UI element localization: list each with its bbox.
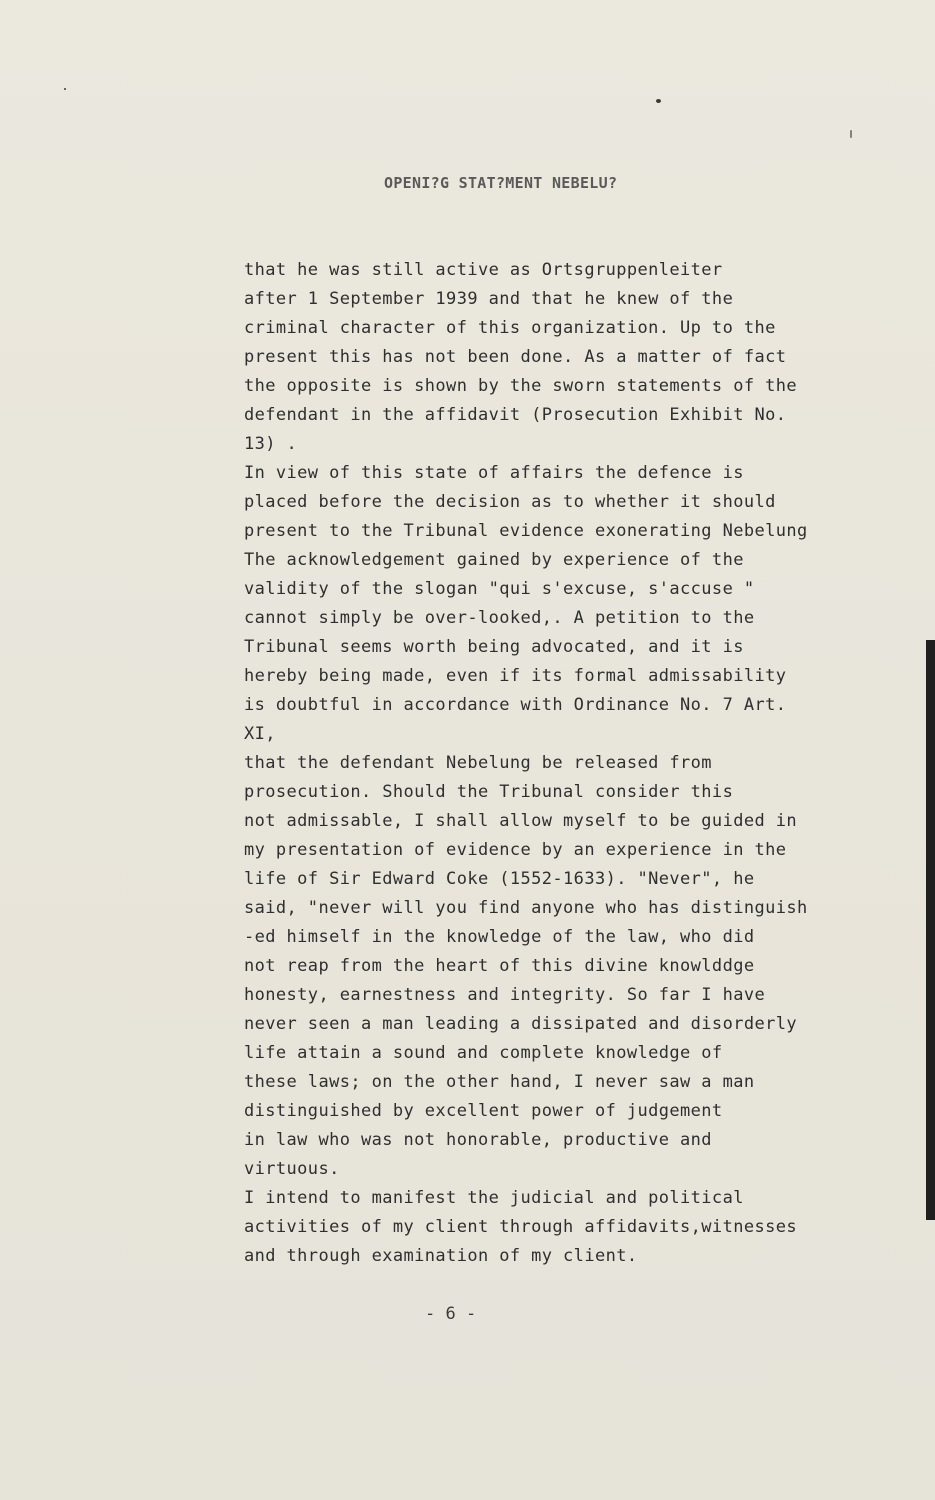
ink-speck [64,88,66,90]
text-line: that the defendant Nebelung be released from [244,753,712,773]
text-line: present this has not been done. As a matter of fact [244,347,787,367]
text-line: -ed himself in the knowledge of the law, who did [244,927,755,947]
text-line: cannot simply be over-looked,. A petition to the [244,608,755,628]
text-line: the opposite is shown by the sworn statements of the [244,376,798,396]
document-body [244,256,884,1271]
text-line: after 1 September 1939 and that he knew of the [244,289,734,309]
text-line: these laws; on the other hand, I never saw a man [244,1072,755,1092]
text-line: virtuous. [244,1159,340,1179]
text-line: I intend to manifest the judicial and political [244,1188,744,1208]
page-edge-shadow [926,640,935,1220]
text-line: not reap from the heart of this divine knowlddge [244,956,755,976]
text-line: and through examination of my client. [244,1246,638,1266]
text-line: activities of my client through affidavits,witnesses [244,1217,798,1237]
text-line: that he was still active as Ortsgruppenleiter [244,260,723,280]
text-line: hereby being made, even if its formal admissability [244,666,787,686]
text-line: 13) . [244,434,298,454]
document-title: OPENI?G STAT?MENT NEBELU? [384,174,618,192]
ink-speck [656,99,661,103]
ink-speck [850,130,852,138]
text-line: not admissable, I shall allow myself to be guided in [244,811,798,831]
page-number: - 6 - [425,1304,477,1324]
text-line: in law who was not honorable, productive and [244,1130,712,1150]
text-line: honesty, earnestness and integrity. So far I have [244,985,766,1005]
text-line: distinguished by excellent power of judgement [244,1101,723,1121]
text-line: The acknowledgement gained by experience of the [244,550,744,570]
text-line: life of Sir Edward Coke (1552-1633). "Never", he [244,869,755,889]
text-line: Tribunal seems worth being advocated, and it is [244,637,744,657]
text-line: present to the Tribunal evidence exonerating Nebelung [244,521,808,541]
text-line: never seen a man leading a dissipated and disorderly [244,1014,798,1034]
text-line: life attain a sound and complete knowledge of [244,1043,723,1063]
text-line: defendant in the affidavit (Prosecution Exhibit No. [244,405,787,425]
text-line: In view of this state of affairs the defence is [244,463,744,483]
text-line: is doubtful in accordance with Ordinance No. 7 Art. [244,695,787,715]
text-line: criminal character of this organization. Up to the [244,318,776,338]
text-line: said, "never will you find anyone who has distinguish [244,898,808,918]
text-line: validity of the slogan "qui s'excuse, s'accuse " [244,579,755,599]
text-line: prosecution. Should the Tribunal consider this [244,782,734,802]
text-line: placed before the decision as to whether it should [244,492,776,512]
text-line: my presentation of evidence by an experience in the [244,840,787,860]
text-line: XI, [244,724,276,744]
